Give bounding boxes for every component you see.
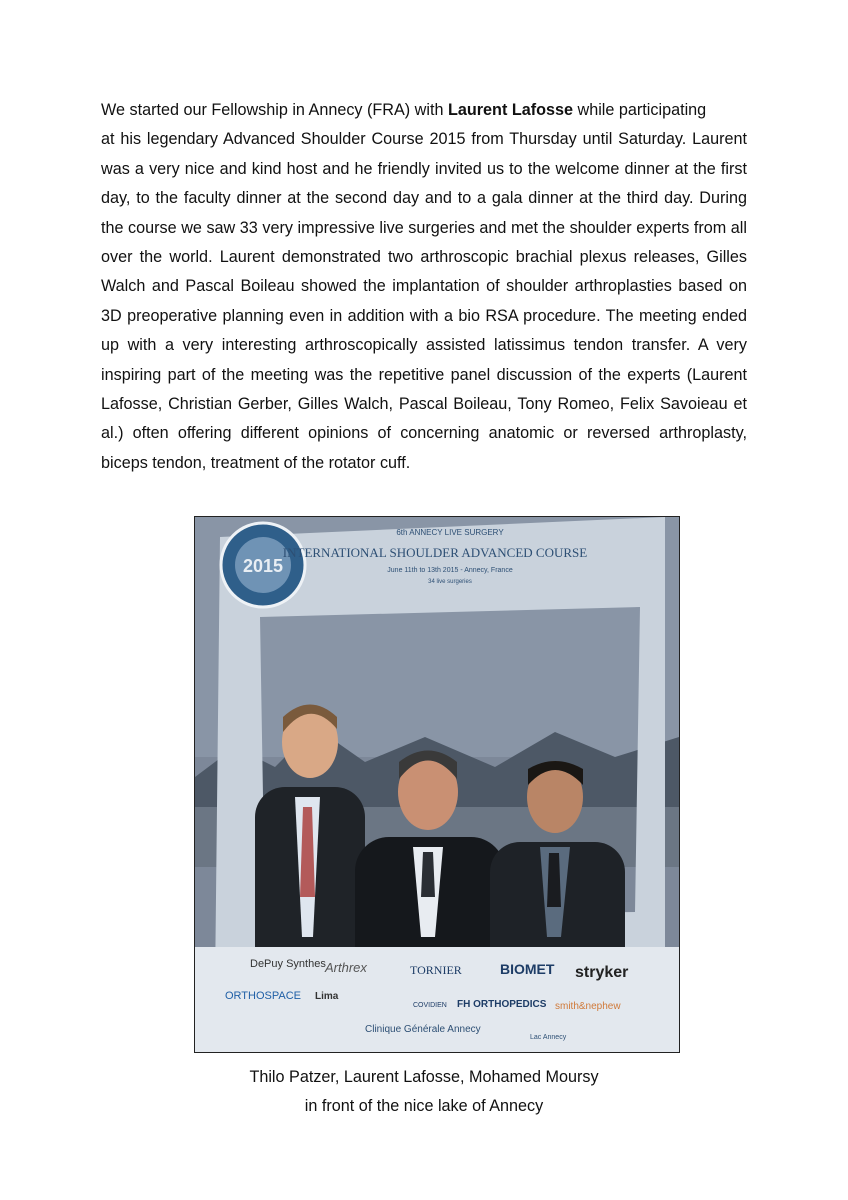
sponsor-strip — [195, 947, 679, 1052]
banner-small-text: 6th ANNECY LIVE SURGERY — [396, 528, 504, 537]
badge-year: 2015 — [242, 556, 284, 576]
photo-caption-line-2: in front of the nice lake of Annecy — [304, 1097, 544, 1115]
first-line-lead-text: We started our Fellowship in Annecy (FRA) with — [101, 101, 448, 119]
banner-date: June 11th to 13th 2015 - Annecy, France — [387, 567, 513, 574]
paragraph-body-text: at his legendary Advanced Shoulder Course 2015 from Thursday until Saturday. Laurent was a very nice and kind host and he friendly invited us to the welcome dinner at the first day, to the faculty dinner at the second day and to a gala dinner at the third day. During the course we saw 33 very impressive live surgeries and met the shoulder experts from all over the world. Laurent demonstrated two arthroscopic brachial plexus releases, Gilles Walch and Pascal Boileau showed the implantation of shoulder arthroplasties based on 3D preoperative planning even in addition with a bio RSA procedure. The meeting ended up with a very interesting arthroscopically assisted latissimus tendon transfer. A very inspiring part of the meeting was the repetitive panel discussion of the experts (Laurent Lafosse, Christian Gerber, Gilles Walch, Pascal Boileau, Tony Romeo, Felix Savoieau et al.) often offering different opinions of concerning anatomic or reversed arthroplasty, biceps tendon, treatment of the rotator cuff. — [101, 130, 747, 472]
group-photo — [194, 516, 680, 1053]
sponsor-tornier: TORNIER — [410, 963, 462, 977]
first-line-tail-text: while participating — [573, 101, 707, 119]
paragraph-first-line — [101, 96, 747, 125]
photo-caption-line-1: Thilo Patzer, Laurent Lafosse, Mohamed Moursy — [249, 1068, 599, 1086]
sponsor-clinique-annecy: Clinique Générale Annecy — [365, 1024, 481, 1035]
banner-title: INTERNATIONAL SHOULDER ADVANCED COURSE — [282, 545, 588, 560]
sponsor-covidien: COVIDIEN — [413, 1002, 447, 1009]
sponsor-orthospace: ORTHOSPACE — [225, 990, 301, 1002]
banner-subtitle: 34 live surgeries — [428, 579, 472, 585]
course-badge — [221, 523, 305, 607]
sponsor-depuy: DePuy Synthes — [250, 958, 326, 970]
article-paragraph — [101, 96, 747, 478]
sponsor-smith-nephew: smith&nephew — [555, 1001, 621, 1012]
sponsor-fh-orthopedics: FH ORTHOPEDICS — [457, 999, 547, 1010]
sponsor-arthrex: Arthrex — [325, 960, 367, 975]
sponsor-stryker: stryker — [575, 964, 629, 981]
sponsor-biomet: BIOMET — [500, 961, 555, 977]
sponsor-lima: Lima — [315, 991, 339, 1002]
sponsor-lac-annecy: Lac Annecy — [530, 1034, 567, 1041]
host-name: Laurent Lafosse — [447, 101, 574, 119]
